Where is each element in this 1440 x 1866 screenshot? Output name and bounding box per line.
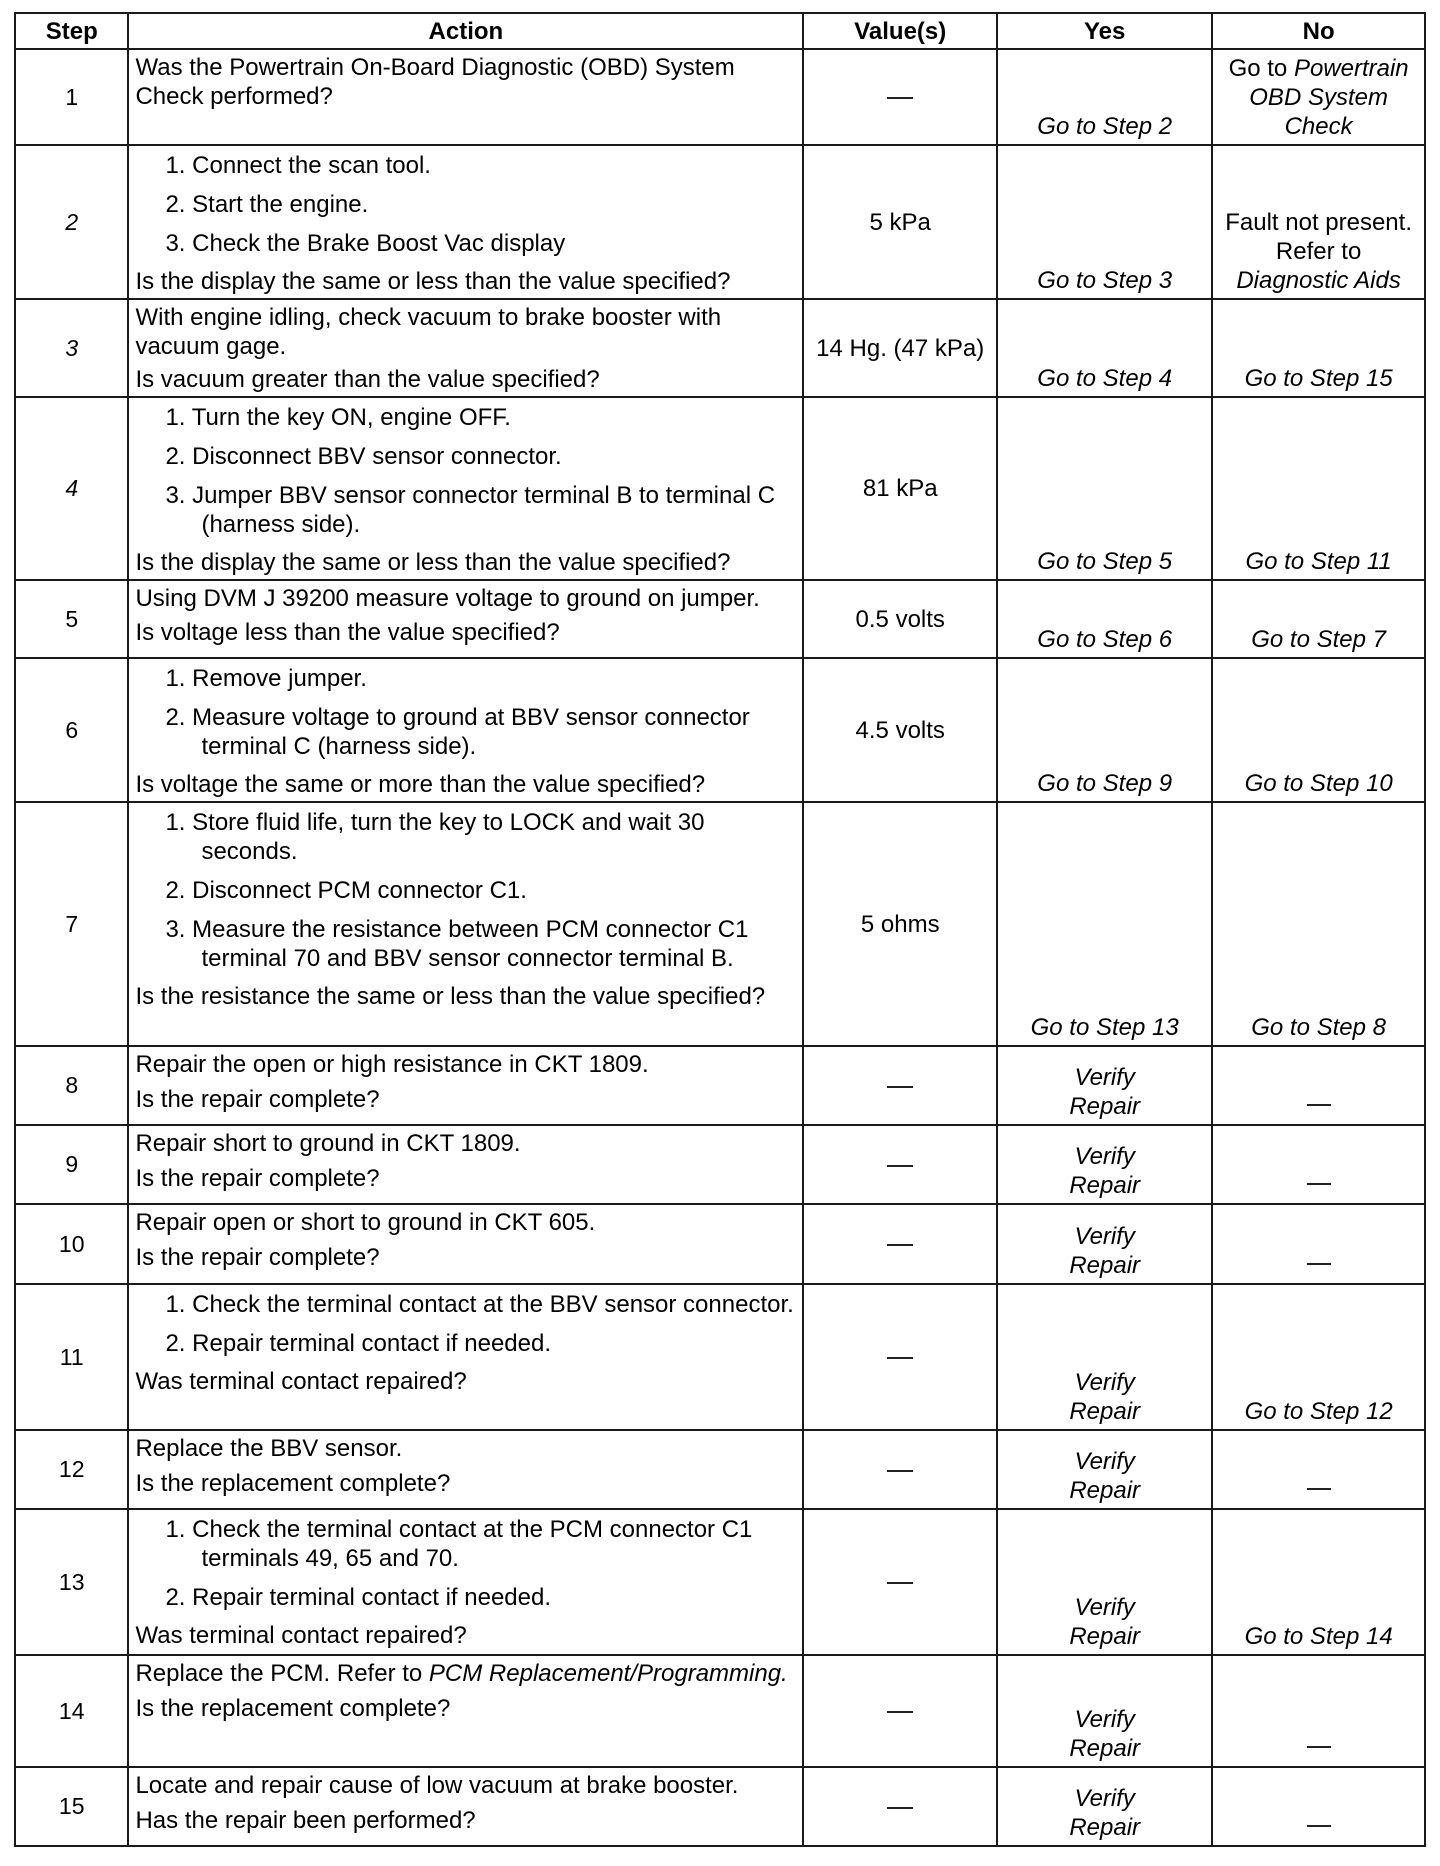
value-cell [803, 1509, 997, 1655]
value-cell [803, 1046, 997, 1125]
yes-cell: Verify Repair [997, 1655, 1212, 1767]
yes-cell: Verify Repair [997, 1284, 1212, 1430]
no-cell [1212, 1767, 1425, 1846]
value-cell [803, 1655, 997, 1767]
no-text: Fault not present. [1225, 209, 1412, 236]
action-line: Replace the BBV sensor. [135, 1435, 403, 1462]
action-cell [128, 802, 803, 1046]
value-cell [803, 1284, 997, 1430]
no-cell: Go to Step 7 [1212, 580, 1425, 658]
action-question: Has the repair been performed? [135, 1807, 476, 1834]
step-number: 5 [15, 580, 128, 658]
value-cell: 4.5 volts [803, 658, 997, 802]
yes-cell: Verify Repair [997, 1204, 1212, 1284]
action-steps-list [135, 151, 796, 258]
no-link-text: OBD System [1249, 84, 1388, 111]
header-step: Step [15, 13, 128, 49]
action-steps-list [135, 1290, 796, 1358]
table-row [15, 802, 1425, 1046]
action-cell [128, 1125, 803, 1204]
value-cell [803, 49, 997, 145]
table-row [15, 1046, 1425, 1125]
action-text: Replace the PCM. Refer to [135, 1660, 423, 1687]
empty-no-dash [1307, 1488, 1331, 1490]
empty-value-dash [887, 1582, 913, 1584]
action-cell [128, 658, 803, 802]
action-line: Repair the open or high resistance in CKT 1809. [135, 1051, 649, 1078]
step-number: 1 [15, 49, 128, 145]
value-cell: 0.5 volts [803, 580, 997, 658]
yes-cell: Go to Step 3 [997, 145, 1212, 299]
empty-no-dash [1307, 1746, 1331, 1748]
value-cell: 5 kPa [803, 145, 997, 299]
no-link-text: Powertrain [1293, 55, 1409, 82]
action-cell [128, 145, 803, 299]
empty-value-dash [887, 1711, 913, 1713]
empty-value-dash [887, 1807, 913, 1809]
action-question: Is voltage less than the value specified? [135, 619, 560, 646]
action-cell [128, 1284, 803, 1430]
empty-no-dash [1307, 1104, 1331, 1106]
table-row [15, 49, 1425, 145]
no-cell: Go to Step 10 [1212, 658, 1425, 802]
action-step: 3. Measure the resistance between PCM connector C1 terminal 70 and BBV sensor connector terminal B. [165, 916, 749, 972]
empty-value-dash [887, 1470, 913, 1472]
action-step: 1. Store fluid life, turn the key to LOCK and wait 30 seconds. [165, 809, 705, 865]
diagnostic-table-sheet [14, 12, 1426, 1847]
action-question: Was terminal contact repaired? [135, 1368, 467, 1395]
header-values: Value(s) [803, 13, 997, 49]
action-line: Check performed? [135, 83, 333, 110]
action-step: 1. Check the terminal contact at the PCM connector C1 terminals 49, 65 and 70. [165, 1516, 753, 1572]
action-line: Repair short to ground in CKT 1809. [135, 1130, 521, 1157]
yes-cell: Go to Step 6 [997, 580, 1212, 658]
step-number: 15 [15, 1767, 128, 1846]
no-cell: Go to Step 8 [1212, 802, 1425, 1046]
no-cell [1212, 145, 1425, 299]
empty-value-dash [887, 1165, 913, 1167]
action-question: Is the display the same or less than the value specified? [135, 268, 731, 295]
value-cell [803, 1204, 997, 1284]
yes-cell: Verify Repair [997, 1125, 1212, 1204]
value-cell: 81 kPa [803, 397, 997, 580]
table-row [15, 397, 1425, 580]
no-cell [1212, 1655, 1425, 1767]
action-step: 3. Jumper BBV sensor connector terminal B to terminal C (harness side). [165, 482, 776, 538]
action-line: With engine idling, check vacuum to brake booster with [135, 304, 722, 331]
no-cell: Go to Step 12 [1212, 1284, 1425, 1430]
action-step: 1. Connect the scan tool. [165, 152, 431, 179]
no-cell [1212, 49, 1425, 145]
action-steps-list [135, 808, 796, 973]
empty-no-dash [1307, 1263, 1331, 1265]
action-step: 1. Turn the key ON, engine OFF. [165, 404, 511, 431]
action-cell [128, 299, 803, 397]
action-line: Locate and repair cause of low vacuum at brake booster. [135, 1772, 739, 1799]
action-step: 3. Check the Brake Boost Vac display [165, 230, 566, 257]
action-line: Repair open or short to ground in CKT 605. [135, 1209, 596, 1236]
action-line: Using DVM J 39200 measure voltage to ground on jumper. [135, 585, 760, 612]
action-question: Is the display the same or less than the value specified? [135, 549, 731, 576]
action-line: vacuum gage. [135, 333, 287, 360]
no-cell [1212, 1204, 1425, 1284]
action-cell [128, 1204, 803, 1284]
action-step: 2. Repair terminal contact if needed. [165, 1584, 551, 1611]
action-question: Is the resistance the same or less than the value specified? [135, 983, 766, 1010]
action-line: Was the Powertrain On-Board Diagnostic (OBD) System [135, 54, 735, 81]
action-step: 2. Repair terminal contact if needed. [165, 1330, 551, 1357]
yes-cell: Go to Step 2 [997, 49, 1212, 145]
yes-cell: Verify Repair [997, 1509, 1212, 1655]
no-link-text: Check [1284, 113, 1353, 140]
value-cell: 5 ohms [803, 802, 997, 1046]
no-cell [1212, 1046, 1425, 1125]
action-step: 2. Start the engine. [165, 191, 369, 218]
action-cell [128, 1046, 803, 1125]
step-number: 13 [15, 1509, 128, 1655]
step-number: 2 [15, 145, 128, 299]
action-step: 2. Disconnect PCM connector C1. [165, 877, 527, 904]
action-cell [128, 1767, 803, 1846]
header-no: No [1212, 13, 1425, 49]
yes-cell: Verify Repair [997, 1767, 1212, 1846]
no-cell: Go to Step 11 [1212, 397, 1425, 580]
no-link-text: Diagnostic Aids [1236, 267, 1401, 294]
table-row [15, 299, 1425, 397]
table-row [15, 1430, 1425, 1509]
yes-cell: Go to Step 4 [997, 299, 1212, 397]
action-line [135, 1659, 796, 1688]
value-cell [803, 1125, 997, 1204]
value-cell [803, 1767, 997, 1846]
no-cell [1212, 1125, 1425, 1204]
no-text: Refer to [1275, 238, 1362, 265]
action-question: Is the repair complete? [135, 1086, 380, 1113]
action-question: Is the replacement complete? [135, 1695, 451, 1722]
action-cell [128, 580, 803, 658]
table-row [15, 1125, 1425, 1204]
action-question: Was terminal contact repaired? [135, 1622, 467, 1649]
yes-cell: Verify Repair [997, 1046, 1212, 1125]
action-steps-list [135, 664, 796, 761]
action-cell [128, 49, 803, 145]
empty-value-dash [887, 1357, 913, 1359]
step-number: 3 [15, 299, 128, 397]
action-cell [128, 1430, 803, 1509]
step-number: 7 [15, 802, 128, 1046]
step-number: 4 [15, 397, 128, 580]
header-yes: Yes [997, 13, 1212, 49]
table-row [15, 658, 1425, 802]
no-text: Go to [1228, 55, 1288, 82]
value-cell: 14 Hg. (47 kPa) [803, 299, 997, 397]
step-number: 11 [15, 1284, 128, 1430]
table-row [15, 1655, 1425, 1767]
empty-value-dash [887, 1086, 913, 1088]
action-question: Is the repair complete? [135, 1165, 380, 1192]
step-number: 6 [15, 658, 128, 802]
table-row [15, 1767, 1425, 1846]
empty-no-dash [1307, 1825, 1331, 1827]
action-step: 2. Disconnect BBV sensor connector. [165, 443, 562, 470]
action-question: Is the repair complete? [135, 1244, 380, 1271]
action-question: Is vacuum greater than the value specified? [135, 366, 600, 393]
action-question: Is the replacement complete? [135, 1470, 451, 1497]
yes-cell: Go to Step 5 [997, 397, 1212, 580]
step-number: 8 [15, 1046, 128, 1125]
action-cell [128, 1655, 803, 1767]
step-number: 14 [15, 1655, 128, 1767]
action-question: Is voltage the same or more than the value specified? [135, 771, 706, 798]
action-step: 1. Remove jumper. [165, 665, 367, 692]
action-steps-list [135, 1515, 796, 1612]
empty-no-dash [1307, 1183, 1331, 1185]
header-action: Action [128, 13, 803, 49]
step-number: 10 [15, 1204, 128, 1284]
table-row [15, 1509, 1425, 1655]
table-row [15, 1204, 1425, 1284]
action-cell [128, 1509, 803, 1655]
header-row [15, 13, 1425, 49]
step-number: 9 [15, 1125, 128, 1204]
yes-cell: Verify Repair [997, 1430, 1212, 1509]
yes-cell: Go to Step 9 [997, 658, 1212, 802]
no-cell [1212, 1430, 1425, 1509]
no-cell: Go to Step 14 [1212, 1509, 1425, 1655]
empty-value-dash [887, 1244, 913, 1246]
action-step: 2. Measure voltage to ground at BBV sensor connector terminal C (harness side). [165, 704, 750, 760]
empty-value-dash [887, 97, 913, 99]
table-row [15, 580, 1425, 658]
action-step: 1. Check the terminal contact at the BBV sensor connector. [165, 1291, 794, 1318]
diagnostic-table [14, 12, 1426, 1847]
step-number: 12 [15, 1430, 128, 1509]
value-cell [803, 1430, 997, 1509]
action-reference: PCM Replacement/Programming. [428, 1660, 788, 1687]
action-cell [128, 397, 803, 580]
no-cell: Go to Step 15 [1212, 299, 1425, 397]
table-row [15, 1284, 1425, 1430]
table-row [15, 145, 1425, 299]
action-steps-list [135, 403, 796, 539]
yes-cell: Go to Step 13 [997, 802, 1212, 1046]
